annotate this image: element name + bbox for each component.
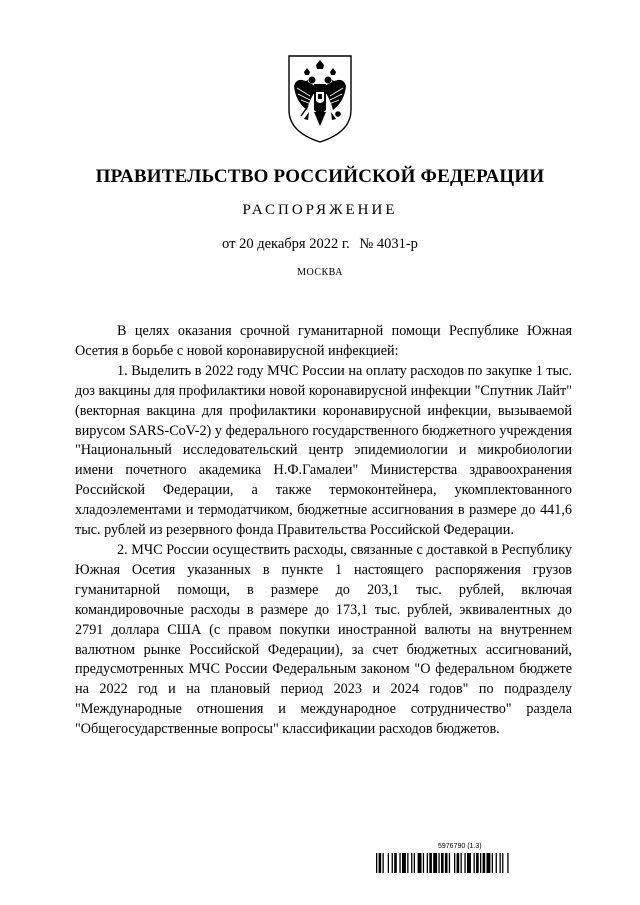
barcode-bar bbox=[438, 853, 439, 873]
city-name: МОСКВА bbox=[297, 267, 343, 278]
barcode-bar bbox=[383, 853, 384, 873]
barcode-bar bbox=[427, 853, 428, 873]
intro-paragraph: В целях оказания срочной гуманитарной помощи Республике Южная Осетия в борьбе с новой коронавирусной инфекцией: bbox=[75, 323, 572, 359]
barcode-bar bbox=[502, 853, 503, 873]
barcode-bar bbox=[483, 853, 486, 873]
barcode-bar bbox=[399, 853, 400, 873]
barcode-bar bbox=[441, 853, 444, 873]
barcode-bar bbox=[457, 853, 460, 873]
barcode-bar bbox=[467, 853, 471, 873]
barcode-bar bbox=[449, 853, 450, 873]
barcode-bar bbox=[402, 853, 406, 873]
document-type: РАСПОРЯЖЕНИЕ bbox=[242, 202, 398, 218]
coat-of-arms-icon bbox=[285, 52, 355, 146]
barcode-bar bbox=[461, 853, 462, 873]
barcode-bar bbox=[492, 853, 493, 873]
item-2-paragraph: 2. МЧС России осуществить расходы, связанные с доставкой в Республику Южная Осетия указанных в пункте 1 настоящего распоряжения грузов гуманитарной помощи, в размере до 203,1 тыс. рублей, включая командировочные расходы в размере до 173,1 тыс. рублей, эквивалентных до 2791 доллара США (с правом покупки иностранной валюты на внутреннем валютном рынке Российской Федерации), за счет бюджетных ассигнований, предусмотренных МЧС России Федеральным законом "О федеральном бюджете на 2022 год и на плановый период 2023 и 2024 годов" по подразделу "Международные отношения и международное сотрудничество" раздела "Общегосударственные вопросы" классификации расходов бюджетов. bbox=[75, 541, 572, 738]
barcode-bar bbox=[388, 853, 389, 873]
barcode-bar bbox=[500, 853, 501, 873]
barcode-icon bbox=[376, 853, 572, 873]
barcode-number: 5976790 (1.3) bbox=[438, 843, 482, 850]
barcode-bar bbox=[476, 853, 479, 873]
barcode-bar bbox=[414, 853, 415, 873]
barcode-bar bbox=[474, 853, 475, 873]
barcode-bar bbox=[423, 853, 424, 873]
barcode-bar bbox=[487, 853, 491, 873]
barcode-bar bbox=[407, 853, 408, 873]
barcode-bar bbox=[507, 853, 508, 873]
barcode-bar bbox=[454, 853, 455, 873]
government-title: ПРАВИТЕЛЬСТВО РОССИЙСКОЙ ФЕДЕРАЦИИ bbox=[95, 166, 545, 187]
document-date: от 20 декабря 2022 г. bbox=[222, 236, 350, 252]
barcode-bar bbox=[496, 853, 497, 873]
item-1-paragraph: 1. Выделить в 2022 году МЧС России на оплату расходов по закупке 1 тыс. доз вакцины для профилактики новой коронавирусной инфекции "Спутник Лайт" (векторная вакцина для профилактики коронавирусной инфекции, вызываемой вирусом SARS-CoV-2) у федерального государственного бюджетного учреждения "Национальный исследовательский центр эпидемиологии и микробиологии имени почетного академика Н.Ф.Гамалеи" Министерства здравоохранения Российской Федерации, а также термоконтейнера, укомплектованного хладоэлементами и термодатчиком, бюджетные ассигнования в размере до 441,6 тыс. рублей из резервного фонда Правительства Российской Федерации. bbox=[75, 362, 572, 539]
barcode-bar bbox=[392, 853, 393, 873]
document-body bbox=[75, 322, 572, 740]
barcode-bar bbox=[480, 853, 481, 873]
date-line bbox=[0, 236, 640, 253]
barcode-bar bbox=[379, 853, 382, 873]
document-number: № 4031-р bbox=[359, 236, 418, 252]
barcode-bar bbox=[464, 853, 465, 873]
barcode-bar bbox=[445, 853, 448, 873]
barcode-bar bbox=[429, 853, 432, 873]
barcode-bar bbox=[394, 853, 397, 873]
barcode-bar bbox=[433, 853, 437, 873]
barcode-bar bbox=[411, 853, 412, 873]
barcode-bar bbox=[418, 853, 422, 873]
barcode-bar bbox=[376, 853, 377, 873]
